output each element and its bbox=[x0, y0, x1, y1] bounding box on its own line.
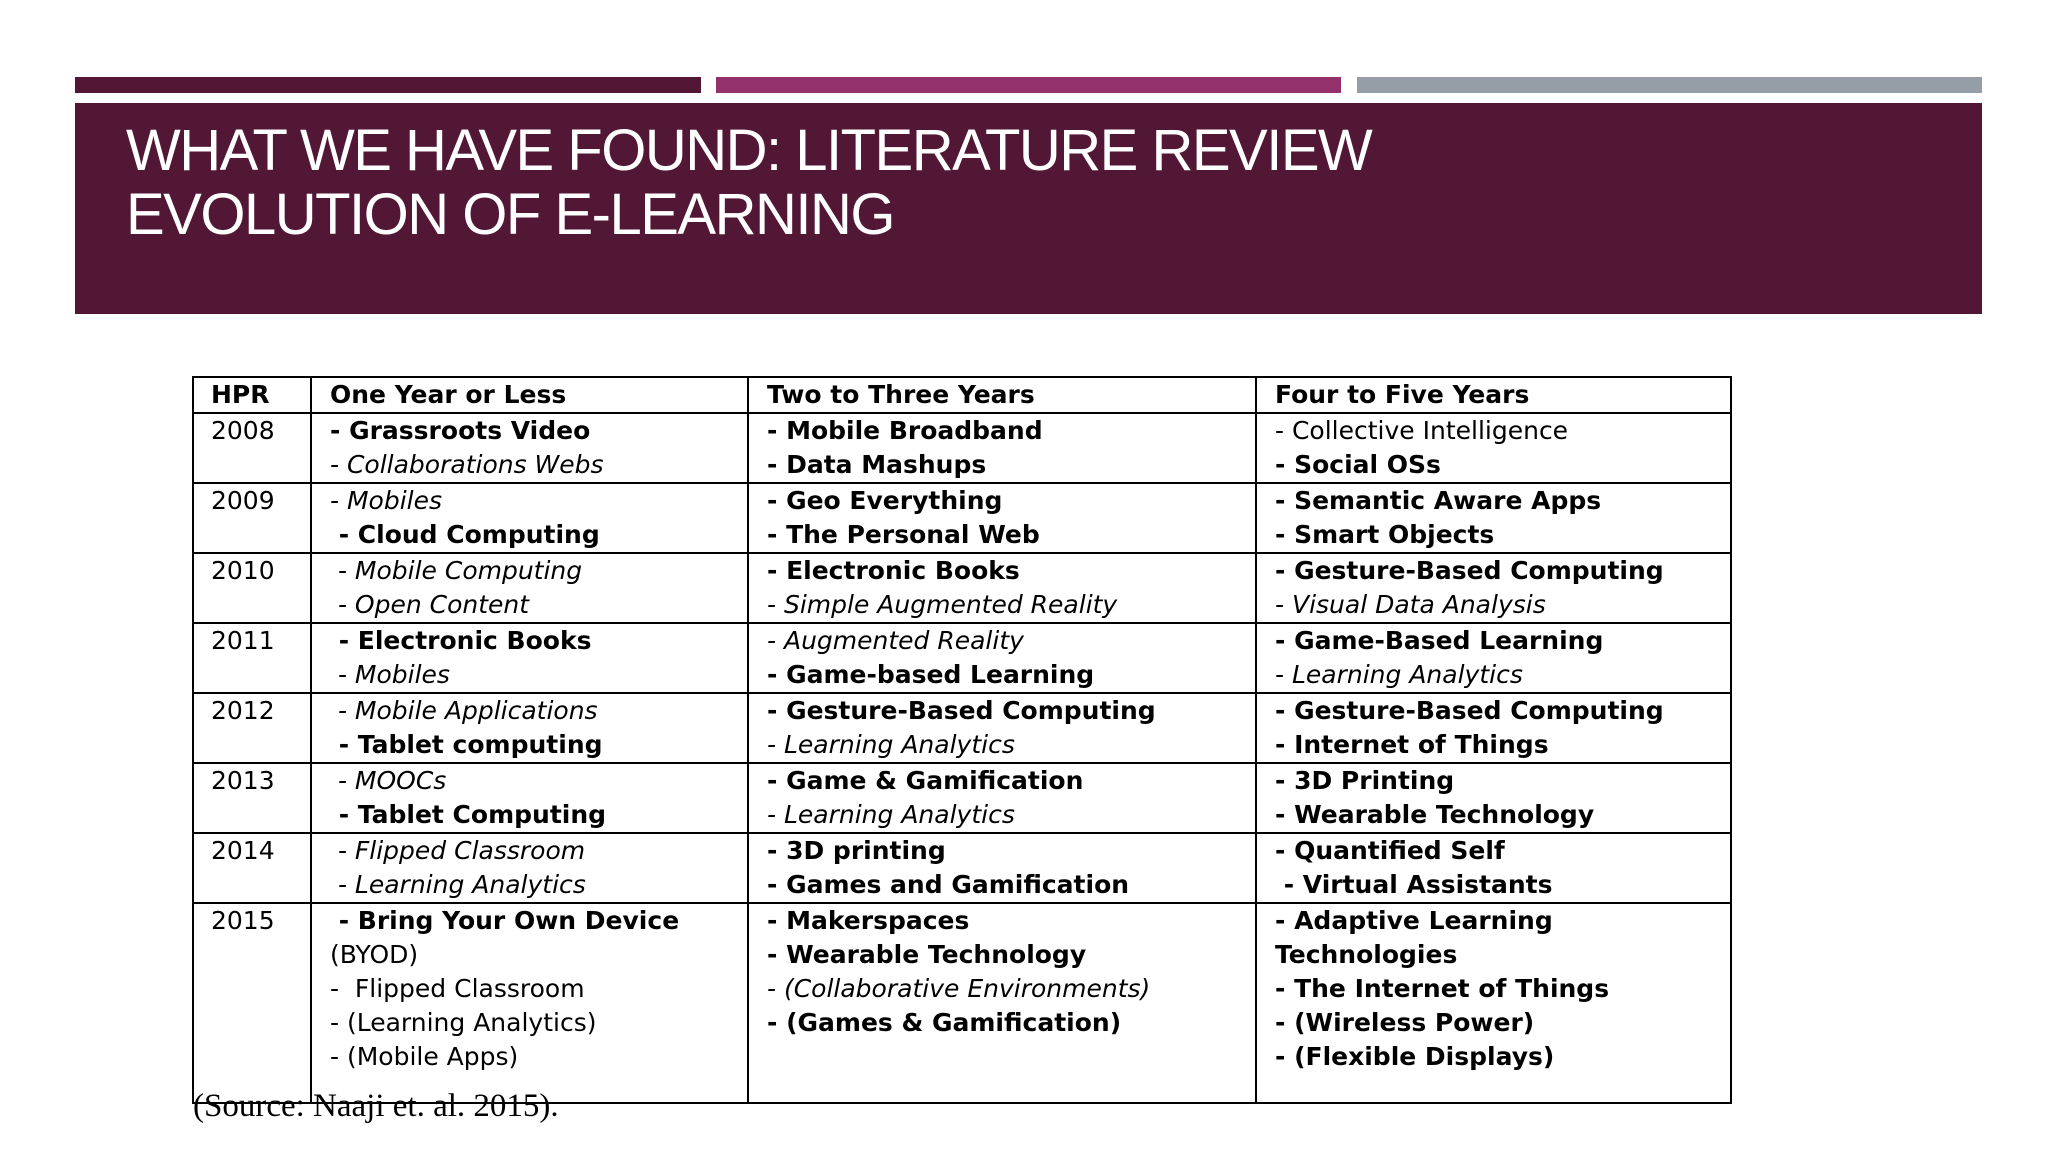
trend-item: - Mobile Computing bbox=[330, 556, 583, 585]
trend-cell-2 bbox=[748, 763, 1256, 833]
trend-item: - Grassroots Video bbox=[330, 416, 591, 445]
trend-item: - Electronic Books bbox=[767, 556, 1020, 585]
table-row bbox=[193, 553, 1731, 623]
trend-item: - (Learning Analytics) bbox=[330, 1008, 597, 1037]
trend-item: - Gesture-Based Computing bbox=[1275, 556, 1664, 585]
trend-item: - Tablet Computing bbox=[330, 800, 607, 829]
trend-item: - Tablet computing bbox=[330, 730, 603, 759]
table-row bbox=[193, 833, 1731, 903]
trend-item: - Learning Analytics bbox=[330, 870, 586, 899]
trend-cell-1 bbox=[311, 833, 748, 903]
trend-item: - 3D printing bbox=[767, 836, 946, 865]
trends-table bbox=[192, 376, 1732, 1104]
source-citation: (Source: Naaji et. al. 2015). bbox=[193, 1088, 559, 1124]
trend-item: - Game-Based Learning bbox=[1275, 626, 1604, 655]
table-body bbox=[193, 413, 1731, 1103]
trend-item: - Internet of Things bbox=[1275, 730, 1549, 759]
trend-item: Technologies bbox=[1275, 940, 1458, 969]
trend-item: - 3D Printing bbox=[1275, 766, 1455, 795]
trend-cell-2 bbox=[748, 623, 1256, 693]
trend-item: - Geo Everything bbox=[767, 486, 1003, 515]
trend-item: - Game-based Learning bbox=[767, 660, 1095, 689]
header-two-three-years: Two to Three Years bbox=[748, 377, 1256, 413]
trend-cell-3 bbox=[1256, 693, 1731, 763]
trend-cell-1 bbox=[311, 623, 748, 693]
table-row bbox=[193, 693, 1731, 763]
trend-cell-3 bbox=[1256, 763, 1731, 833]
year-cell: 2015 bbox=[193, 903, 311, 1103]
trend-item: - Learning Analytics bbox=[1275, 660, 1523, 689]
trend-cell-3 bbox=[1256, 553, 1731, 623]
trend-item: - Gesture-Based Computing bbox=[1275, 696, 1664, 725]
year-cell: 2010 bbox=[193, 553, 311, 623]
trend-cell-1 bbox=[311, 763, 748, 833]
trend-cell-2 bbox=[748, 413, 1256, 483]
year-cell: 2008 bbox=[193, 413, 311, 483]
trend-item: - Smart Objects bbox=[1275, 520, 1495, 549]
trend-item: - Open Content bbox=[330, 590, 530, 619]
trend-item: - Social OSs bbox=[1275, 450, 1441, 479]
accent-bar-grey bbox=[1357, 77, 1982, 93]
trend-cell-2 bbox=[748, 483, 1256, 553]
trend-item: - Simple Augmented Reality bbox=[767, 590, 1118, 619]
trend-item: - Electronic Books bbox=[330, 626, 592, 655]
trend-item: - Collective Intelligence bbox=[1275, 416, 1569, 445]
trend-item: - Mobiles bbox=[330, 660, 450, 689]
year-cell: 2011 bbox=[193, 623, 311, 693]
trend-item: - Quantified Self bbox=[1275, 836, 1505, 865]
trend-cell-2 bbox=[748, 693, 1256, 763]
trend-item: - Cloud Computing bbox=[330, 520, 600, 549]
trend-item: - Mobiles bbox=[330, 486, 442, 515]
trend-item: - (Collaborative Environments) bbox=[767, 974, 1151, 1003]
trend-item: - Mobile Broadband bbox=[767, 416, 1043, 445]
trend-cell-2 bbox=[748, 553, 1256, 623]
trend-item: - (Wireless Power) bbox=[1275, 1008, 1535, 1037]
trend-cell-1 bbox=[311, 693, 748, 763]
table-row bbox=[193, 483, 1731, 553]
trend-cell-1 bbox=[311, 903, 748, 1103]
trend-item: - (Games & Gamification) bbox=[767, 1008, 1122, 1037]
trend-item: - MOOCs bbox=[330, 766, 447, 795]
trend-item: - Flipped Classroom bbox=[330, 836, 586, 865]
year-cell: 2009 bbox=[193, 483, 311, 553]
trend-item: (BYOD) bbox=[330, 940, 419, 969]
trend-cell-2 bbox=[748, 833, 1256, 903]
table-row bbox=[193, 623, 1731, 693]
trend-item: - Games and Gamification bbox=[767, 870, 1130, 899]
trend-item: - The Personal Web bbox=[767, 520, 1040, 549]
trend-item: - Gesture-Based Computing bbox=[767, 696, 1156, 725]
trend-item: - Wearable Technology bbox=[1275, 800, 1595, 829]
slide-title bbox=[126, 119, 1371, 247]
trend-item: - Augmented Reality bbox=[767, 626, 1024, 655]
trend-item: - Collaborations Webs bbox=[330, 450, 604, 479]
table-row bbox=[193, 763, 1731, 833]
trend-cell-3 bbox=[1256, 483, 1731, 553]
trend-item: - Mobile Applications bbox=[330, 696, 598, 725]
trend-item: - Virtual Assistants bbox=[1275, 870, 1553, 899]
trend-item: - Game & Gamification bbox=[767, 766, 1084, 795]
year-cell: 2014 bbox=[193, 833, 311, 903]
trend-item: - Adaptive Learning bbox=[1275, 906, 1553, 935]
trend-cell-3 bbox=[1256, 413, 1731, 483]
trend-item: - Learning Analytics bbox=[767, 730, 1015, 759]
trend-item: - (Mobile Apps) bbox=[330, 1042, 519, 1071]
trend-cell-3 bbox=[1256, 623, 1731, 693]
trend-item: - Makerspaces bbox=[767, 906, 970, 935]
trend-item: - Data Mashups bbox=[767, 450, 987, 479]
table-row bbox=[193, 413, 1731, 483]
trend-cell-1 bbox=[311, 483, 748, 553]
trend-cell-1 bbox=[311, 413, 748, 483]
trend-cell-1 bbox=[311, 553, 748, 623]
trend-item: - Flipped Classroom bbox=[330, 974, 585, 1003]
trend-item: - Wearable Technology bbox=[767, 940, 1087, 969]
accent-bar-magenta bbox=[716, 77, 1341, 93]
trends-table-wrapper bbox=[192, 376, 1732, 1104]
trend-cell-3 bbox=[1256, 903, 1731, 1103]
trend-cell-3 bbox=[1256, 833, 1731, 903]
trend-item: - Semantic Aware Apps bbox=[1275, 486, 1602, 515]
year-cell: 2012 bbox=[193, 693, 311, 763]
title-band bbox=[75, 103, 1982, 314]
trend-item: - Learning Analytics bbox=[767, 800, 1015, 829]
year-cell: 2013 bbox=[193, 763, 311, 833]
header-hpr: HPR bbox=[193, 377, 311, 413]
slide-title-line-1: WHAT WE HAVE FOUND: LITERATURE REVIEW bbox=[126, 118, 1372, 183]
trend-item: - The Internet of Things bbox=[1275, 974, 1610, 1003]
table-row bbox=[193, 903, 1731, 1103]
table-header-row bbox=[193, 377, 1731, 413]
accent-bar-dark bbox=[75, 77, 701, 93]
trend-item: - Bring Your Own Device bbox=[330, 906, 680, 935]
trend-item: - (Flexible Displays) bbox=[1275, 1042, 1555, 1071]
trend-cell-2 bbox=[748, 903, 1256, 1103]
slide-title-line-2: EVOLUTION OF E-LEARNING bbox=[126, 182, 894, 247]
trend-item: - Visual Data Analysis bbox=[1275, 590, 1546, 619]
header-one-year: One Year or Less bbox=[311, 377, 748, 413]
header-four-five-years: Four to Five Years bbox=[1256, 377, 1731, 413]
